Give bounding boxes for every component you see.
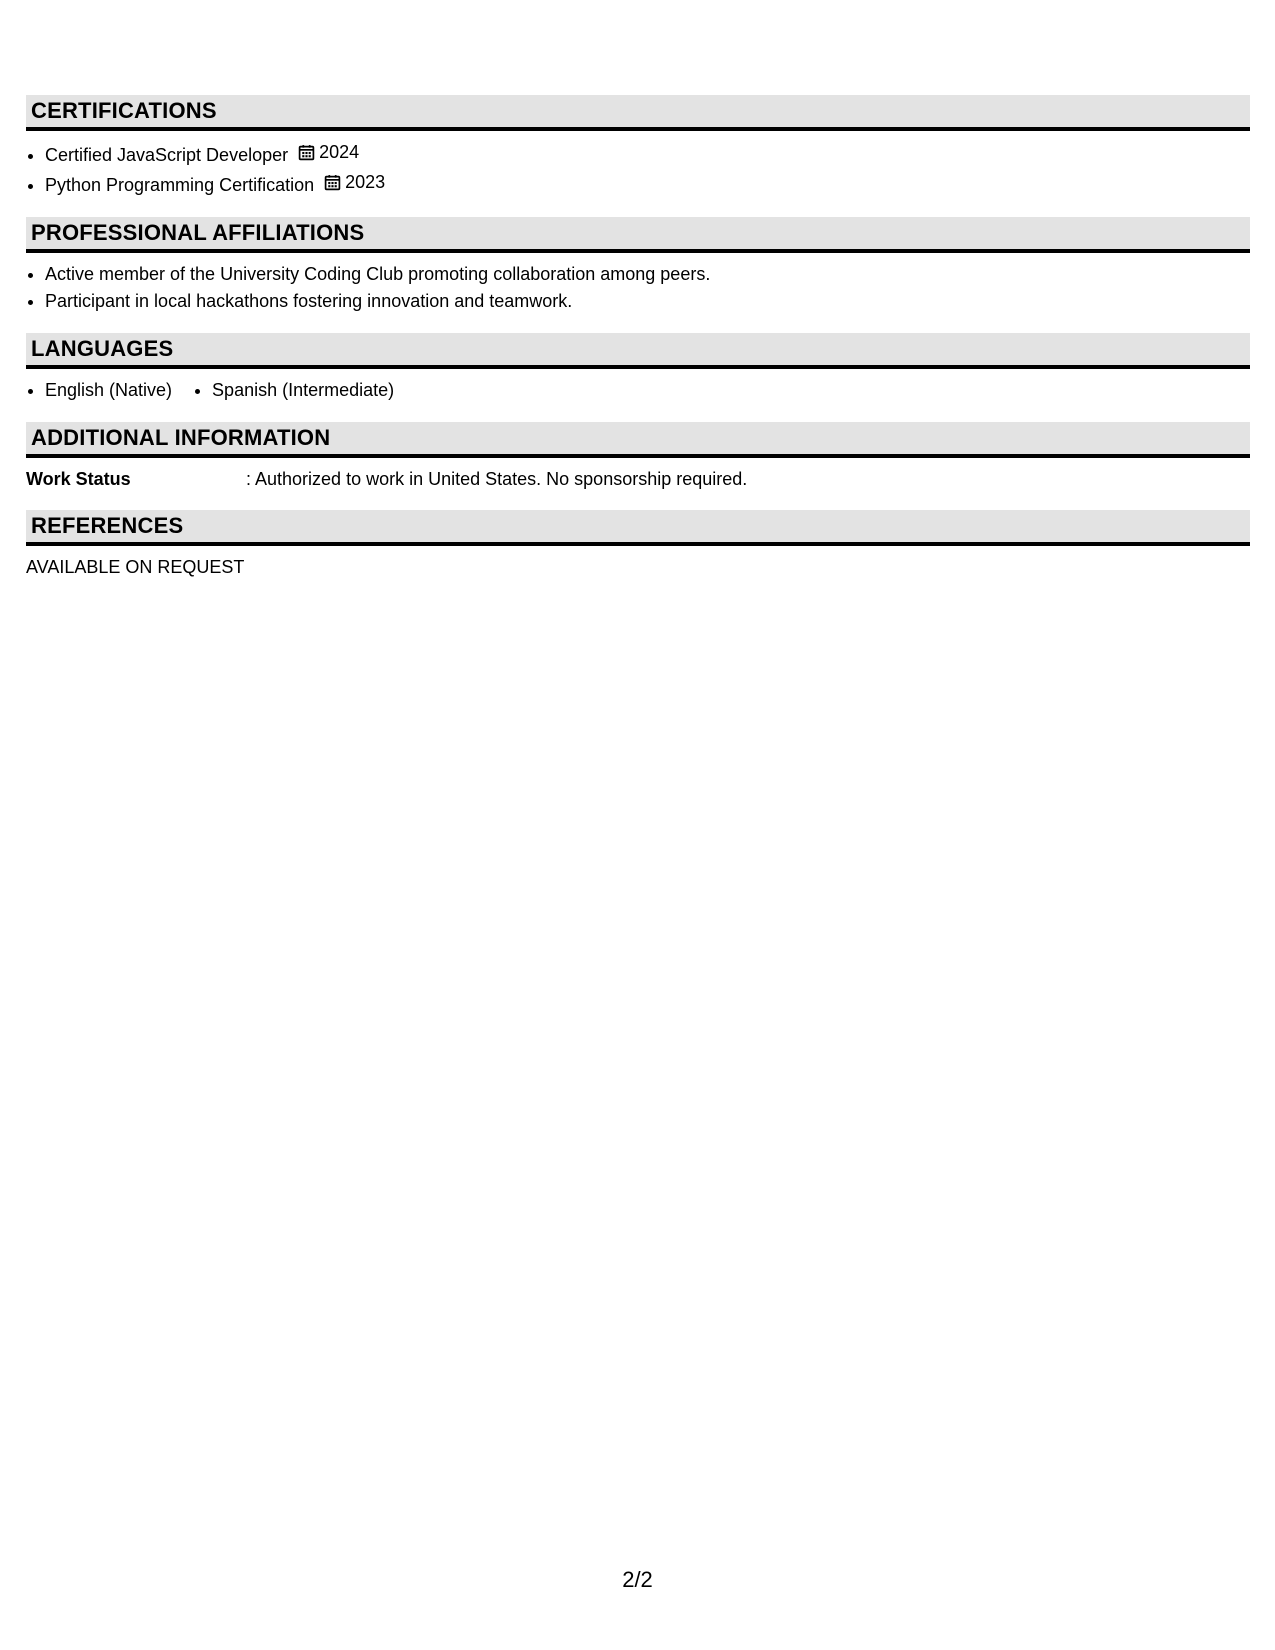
section-heading: ADDITIONAL INFORMATION — [26, 422, 1250, 458]
certification-date — [298, 139, 359, 166]
section-body — [26, 369, 1250, 404]
section-heading: CERTIFICATIONS — [26, 95, 1250, 131]
certifications-list — [26, 139, 1250, 199]
info-row — [26, 466, 1250, 492]
language-item: • Spanish (Intermediate) — [212, 377, 394, 404]
affiliations-list — [26, 261, 1250, 315]
additional-information-section — [26, 422, 1250, 492]
section-body — [26, 458, 1250, 492]
certification-year: 2023 — [345, 172, 386, 192]
list-item: • Active member of the University Coding Club promoting collaboration among peers. — [45, 261, 1250, 288]
affiliations-section — [26, 217, 1250, 315]
info-value: : Authorized to work in United States. No sponsorship required. — [246, 469, 748, 489]
certification-name: Certified JavaScript Developer — [45, 145, 289, 165]
certification-year: 2024 — [319, 142, 360, 162]
info-label: Work Status — [26, 469, 131, 489]
section-heading: PROFESSIONAL AFFILIATIONS — [26, 217, 1250, 253]
certifications-section — [26, 95, 1250, 199]
list-item — [45, 169, 1250, 199]
calendar-icon — [324, 174, 341, 191]
calendar-icon — [298, 144, 315, 161]
list-item: • Participant in local hackathons fostering innovation and teamwork. — [45, 288, 1250, 315]
section-heading: REFERENCES — [26, 510, 1250, 546]
certification-name: Python Programming Certification — [45, 175, 315, 195]
languages-list — [26, 377, 1250, 404]
language-item: • English (Native) — [45, 377, 172, 404]
references-text: AVAILABLE ON REQUEST — [26, 557, 245, 577]
section-body — [26, 131, 1250, 199]
references-section — [26, 510, 1250, 580]
certification-date — [324, 169, 385, 196]
section-heading: LANGUAGES — [26, 333, 1250, 369]
languages-section — [26, 333, 1250, 404]
section-body — [26, 546, 1250, 580]
section-body — [26, 253, 1250, 315]
resume-page — [26, 95, 1250, 598]
list-item — [45, 139, 1250, 169]
page-number: 2/2 — [622, 1567, 653, 1592]
